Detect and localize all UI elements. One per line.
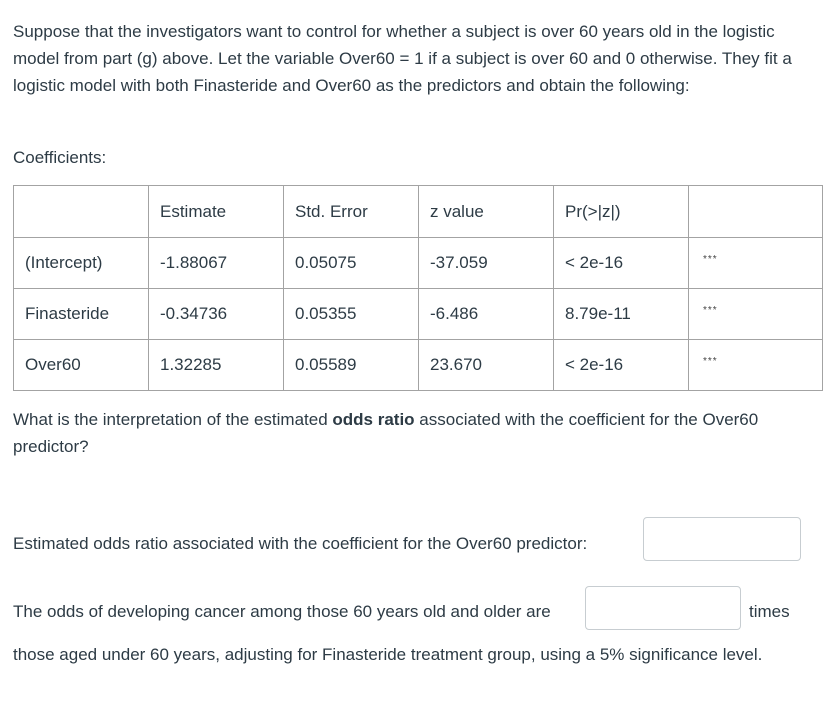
row-label-cell: Finasteride — [14, 289, 149, 340]
question-text — [13, 406, 825, 460]
odds-ratio-label: Estimated odds ratio associated with the coefficient for the Over60 predictor: — [13, 534, 588, 553]
table-header-cell: Estimate — [149, 186, 284, 238]
std-error-cell: 0.05589 — [284, 340, 419, 391]
table-header-cell: z value — [419, 186, 554, 238]
table-row — [14, 340, 823, 391]
odds-ratio-input[interactable] — [643, 517, 801, 561]
question-text-before: What is the interpretation of the estimated — [13, 410, 333, 429]
table-header-cell: Pr(>|z|) — [554, 186, 689, 238]
row-label-cell: (Intercept) — [14, 238, 149, 289]
table-header-cell: Std. Error — [284, 186, 419, 238]
p-value-cell: 8.79e-11 — [554, 289, 689, 340]
odds-sentence-part2: those aged under 60 years, adjusting for Finasteride treatment group, using a 5% significance level. — [13, 645, 763, 664]
table-header-cell — [14, 186, 149, 238]
times-label: times — [749, 602, 790, 621]
question-bold-term: odds ratio — [332, 410, 415, 429]
row-label-cell: Over60 — [14, 340, 149, 391]
table-header-row — [14, 186, 823, 238]
significance-stars: *** — [703, 253, 718, 265]
odds-sentence-part1: The odds of developing cancer among those 60 years old and older are — [13, 602, 551, 621]
significance-cell — [689, 289, 823, 340]
significance-cell — [689, 238, 823, 289]
table-row — [14, 289, 823, 340]
significance-stars: *** — [703, 355, 718, 367]
coefficients-label: Coefficients: — [13, 148, 107, 167]
z-value-cell: -37.059 — [419, 238, 554, 289]
question-text-after: associated with the coefficient for the Over60 predictor? — [13, 410, 759, 456]
p-value-cell: < 2e-16 — [554, 238, 689, 289]
coefficients-table — [13, 185, 823, 391]
estimate-cell: -1.88067 — [149, 238, 284, 289]
p-value-cell: < 2e-16 — [554, 340, 689, 391]
estimate-cell: -0.34736 — [149, 289, 284, 340]
table-row — [14, 238, 823, 289]
intro-paragraph: Suppose that the investigators want to control for whether a subject is over 60 years old in the logistic model from part (g) above. Let the variable Over60 = 1 if a subject is over 60 and 0 otherwise. They fit a logistic model with both Finasteride and Over60 as the predictors and obtain the following: — [13, 22, 792, 95]
z-value-cell: -6.486 — [419, 289, 554, 340]
significance-cell — [689, 340, 823, 391]
std-error-cell: 0.05075 — [284, 238, 419, 289]
significance-stars: *** — [703, 304, 718, 316]
estimate-cell: 1.32285 — [149, 340, 284, 391]
std-error-cell: 0.05355 — [284, 289, 419, 340]
times-input[interactable] — [585, 586, 741, 630]
table-header-cell — [689, 186, 823, 238]
z-value-cell: 23.670 — [419, 340, 554, 391]
